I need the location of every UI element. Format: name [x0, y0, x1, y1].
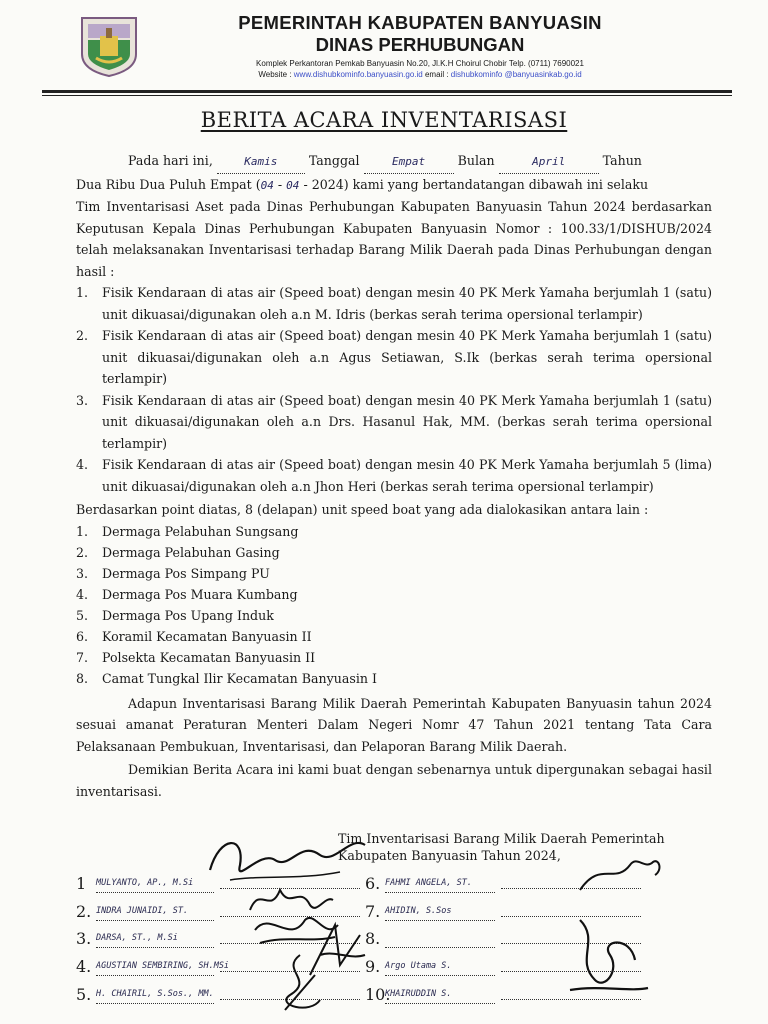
location-number: 2.	[76, 544, 89, 560]
date-value: Empat	[392, 155, 426, 168]
location-item	[76, 605, 712, 626]
website-link: www.dishubkominfo.banyuasin.go.id	[293, 70, 423, 79]
signatory-number: 8.	[365, 929, 381, 948]
finding-number: 2.	[76, 328, 89, 343]
signatory-name: MULYANTO, AP., M.Si	[96, 878, 214, 893]
signature-5	[270, 950, 330, 1020]
date-label: Tanggal	[308, 153, 360, 168]
location-item	[76, 584, 712, 605]
finding-number: 1.	[76, 285, 89, 300]
location-item	[76, 521, 712, 542]
year-label: Tahun	[602, 153, 642, 168]
location-item	[76, 668, 712, 689]
signatory-number: 7.	[365, 902, 381, 921]
government-name: PEMERINTAH KABUPATEN BANYUASIN	[238, 12, 602, 33]
finding-text: Fisik Kendaraan di atas air (Speed boat) dengan mesin 40 PK Merk Yamaha berjumlah 1 (satu) unit dikuasai/digunakan oleh a.n Agus Setiawan, S.Ik (berkas serah terima opersional terlampir)	[102, 328, 712, 386]
letterhead-rule-thin	[42, 95, 732, 96]
date-field	[364, 150, 454, 174]
signatory-name: AGUSTIAN SEMBIRING, SH.MSi	[96, 961, 214, 976]
finding-number: 3.	[76, 392, 89, 408]
finding-item	[76, 282, 712, 325]
signatory-name: Argo Utama S.	[385, 961, 495, 976]
locations-list	[76, 521, 712, 689]
location-name: Camat Tungkal Ilir Kecamatan Banyuasin I	[102, 670, 377, 686]
signatory-number: 10.	[365, 985, 391, 1004]
signatory-number: 6.	[365, 874, 381, 893]
location-name: Dermaga Pos Simpang PU	[102, 565, 270, 581]
finding-item	[76, 454, 712, 497]
signatory-number: 2.	[76, 902, 92, 921]
signatory-name: INDRA JUNAIDI, ST.	[96, 906, 214, 921]
location-number: 3.	[76, 565, 89, 581]
month-label: Bulan	[457, 153, 495, 168]
finding-item	[76, 325, 712, 390]
email-label: email :	[424, 70, 449, 79]
location-name: Dermaga Pelabuhan Gasing	[102, 544, 280, 560]
signature-9	[560, 910, 650, 1000]
document-body	[76, 150, 712, 802]
letterhead-rule-thick	[42, 90, 732, 93]
document-title: BERITA ACARA INVENTARISASI	[200, 108, 568, 132]
location-number: 5.	[76, 607, 89, 623]
month-field	[499, 150, 599, 174]
finding-text: Fisik Kendaraan di atas air (Speed boat) dengan mesin 40 PK Merk Yamaha berjumlah 1 (satu) unit dikuasai/digunakan oleh a.n Drs. Hasanul Hak, MM. (berkas serah terima opersional terlampir)	[102, 392, 712, 451]
signatory-number: 3.	[76, 929, 92, 948]
team-title-line-2: Kabupaten Banyuasin Tahun 2024,	[338, 848, 561, 863]
location-number: 7.	[76, 649, 89, 665]
finding-text: Fisik Kendaraan di atas air (Speed boat) dengan mesin 40 PK Merk Yamaha berjumlah 1 (satu) unit dikuasai/digunakan oleh a.n M. Idris (berkas serah terima opersional terlampir)	[102, 285, 712, 322]
finding-number: 4.	[76, 457, 89, 472]
location-item	[76, 563, 712, 584]
signatory-number: 9.	[365, 957, 381, 976]
day-value: Kamis	[244, 155, 278, 168]
letterhead	[150, 12, 690, 80]
opening-line-1	[76, 150, 712, 174]
signatory-name: H. CHAIRIL, S.Sos., MM.	[96, 989, 214, 1004]
date-month-number: 04	[286, 178, 300, 192]
opening-line-2: Dua Ribu Dua Puluh Empat (04 - 04 - 2024) kami yang bertandatangan dibawah ini selaku	[76, 176, 649, 192]
location-name: Polsekta Kecamatan Banyuasin II	[102, 649, 316, 665]
date-day-number: 04	[260, 178, 274, 192]
banyuasin-logo	[78, 14, 140, 78]
agency-name: DINAS PERHUBUNGAN	[315, 34, 525, 55]
findings-list	[76, 282, 712, 497]
location-name: Dermaga Pos Muara Kumbang	[102, 586, 298, 602]
team-title-line-1: Tim Inventarisasi Barang Milik Daerah Pemerintah	[338, 831, 665, 846]
opening-continuation: - 2024) kami yang bertandatangan dibawah ini selaku	[303, 176, 649, 192]
signatory-number: 5.	[76, 985, 92, 1004]
signatory-name: DARSA, ST., M.Si	[96, 933, 214, 948]
location-number: 4.	[76, 586, 89, 602]
closing-paragraph-1: Adapun Inventarisasi Barang Milik Daerah Pemerintah Kabupaten Banyuasin tahun 2024 sesuai amanat Peraturan Menteri Dalam Negeri Nomr 47 Tahun 2021 tentang Tata Cara Pelaksanaan Pembukuan, Inventarisasi, dan Pelaporan Barang Milik Daerah.	[76, 695, 712, 754]
signatory-name: AHIDIN, S.Sos	[385, 906, 495, 921]
month-value: April	[532, 155, 566, 168]
location-name: Dermaga Pos Upang Induk	[102, 607, 274, 623]
location-item	[76, 647, 712, 668]
closing-paragraph-2: Demikian Berita Acara ini kami buat dengan sebenarnya untuk dipergunakan sebagai hasil inventarisasi.	[76, 762, 712, 799]
location-name: Koramil Kecamatan Banyuasin II	[102, 628, 312, 644]
website-label: Website :	[258, 70, 292, 79]
allocation-intro: Berdasarkan point diatas, 8 (delapan) unit speed boat yang ada dialokasikan antara lain :	[76, 502, 649, 517]
year-text: Dua Ribu Dua Puluh Empat (	[76, 176, 261, 192]
location-number: 1.	[76, 523, 89, 539]
finding-item	[76, 390, 712, 455]
signatory-number: 1	[76, 874, 87, 893]
day-field	[217, 150, 305, 174]
signatory-name: KHAIRUDDIN S.	[385, 989, 495, 1004]
location-item	[76, 542, 712, 563]
location-item	[76, 626, 712, 647]
location-number: 6.	[76, 628, 89, 644]
signatory-name: FAHMI ANGELA, ST.	[385, 878, 495, 893]
email-link: dishubkominfo @banyuasinkab.go.id	[450, 70, 582, 79]
agency-address: Komplek Perkantoran Pemkab Banyuasin No.20, Jl.K.H Choirul Chobir Telp. (0711) 7690021	[256, 59, 584, 68]
signatory-name	[385, 933, 495, 948]
location-number: 8.	[76, 670, 89, 686]
agency-contact	[150, 69, 690, 80]
location-name: Dermaga Pelabuhan Sungsang	[102, 523, 299, 539]
opening-paragraph: Tim Inventarisasi Aset pada Dinas Perhubungan Kabupaten Banyuasin Tahun 2024 berdasarkan Keputusan Kepala Dinas Perhubungan Kabupaten Banyuasin Nomor : 100.33/1/DISHUB/2024 telah melaksanakan Inventarisasi terhadap Barang Milik Daerah pada Dinas Perhubungan dengan hasil :	[76, 199, 712, 279]
opening-text: Pada hari ini,	[128, 153, 213, 168]
signatory-number: 4.	[76, 957, 92, 976]
signature-6	[575, 850, 665, 900]
finding-text: Fisik Kendaraan di atas air (Speed boat) dengan mesin 40 PK Merk Yamaha berjumlah 5 (lima) unit dikuasai/digunakan oleh a.n Jhon Heri (berkas serah terima opersional terlampir)	[102, 457, 712, 494]
